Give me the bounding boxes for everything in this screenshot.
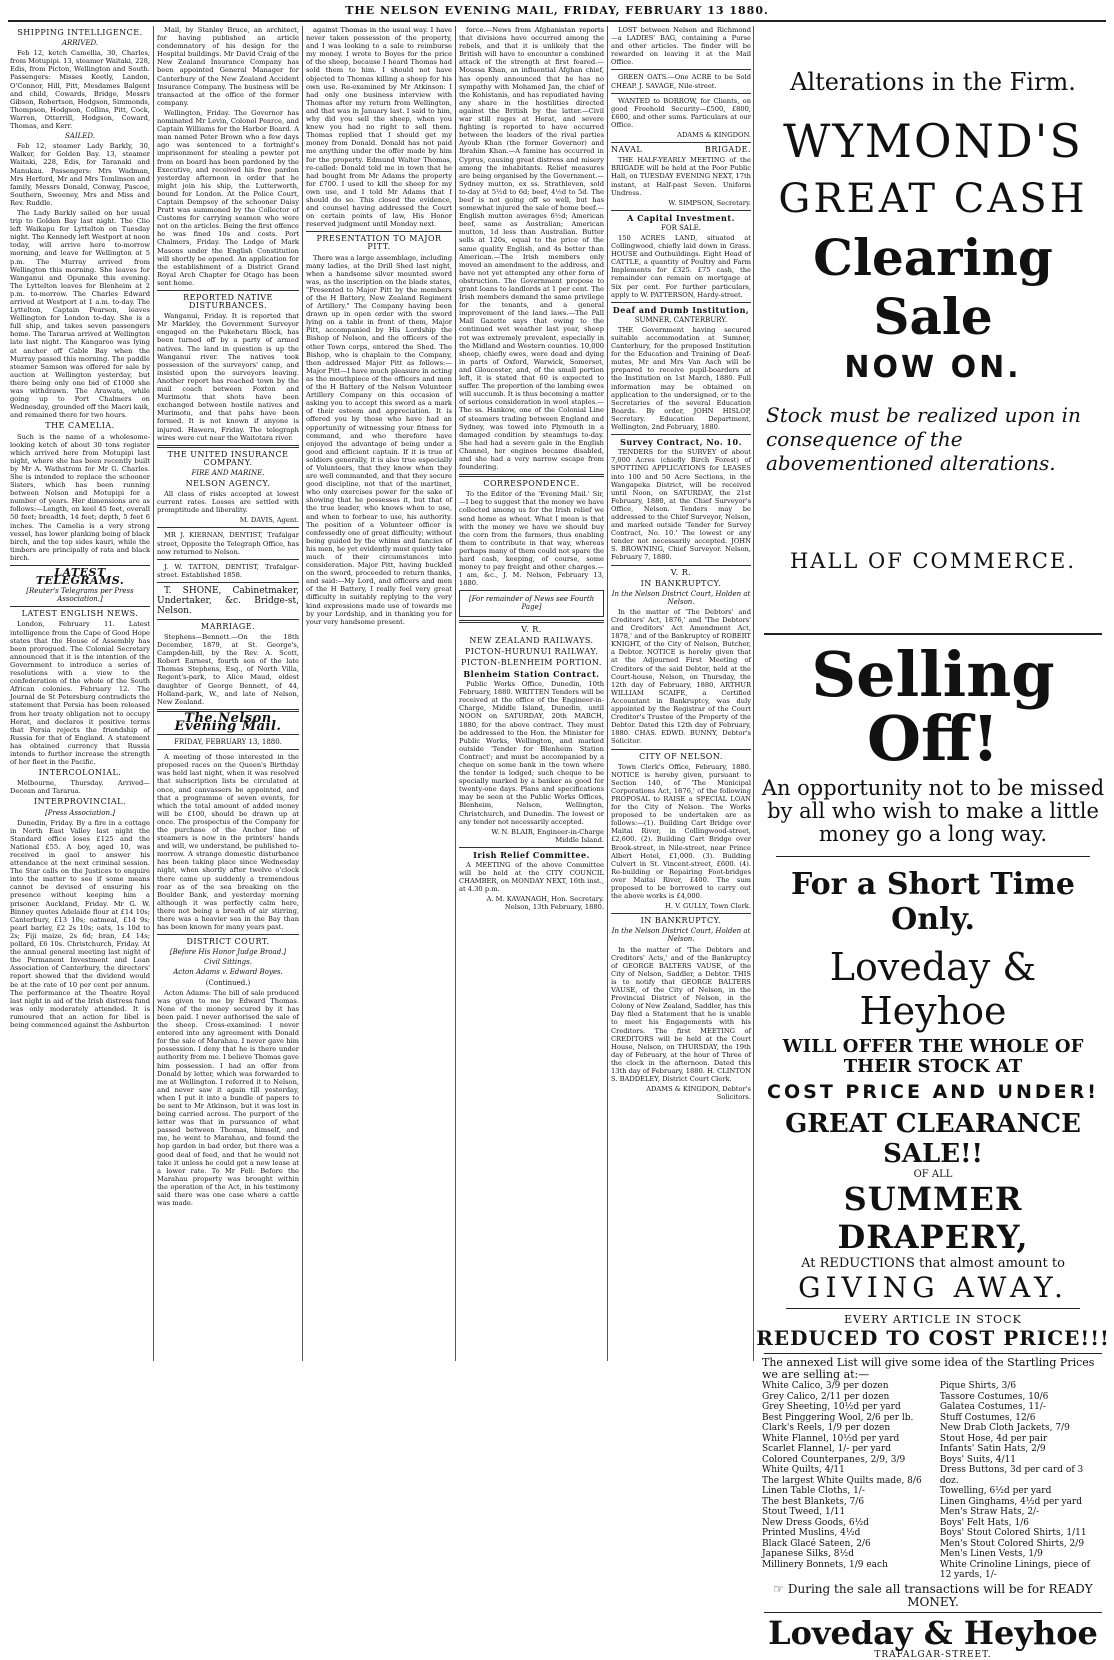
hall-of-commerce: HALL OF COMMERCE. bbox=[789, 549, 1076, 573]
lost-ad: LOST between Nelson and Richmond—a LADIES' BAG, containing a Purse and other articles. The finder will be rewarded on leaving it at the Mail Office. bbox=[611, 26, 751, 67]
giving-away: GIVING AWAY. bbox=[798, 1271, 1068, 1304]
column-three bbox=[306, 26, 452, 1361]
court-cont: (Continued.) bbox=[205, 978, 251, 987]
price-item: Galatea Costumes, 11/- bbox=[939, 1402, 1046, 1412]
bankruptcy2-sub: In the Nelson District Court, Holden at Nelson. bbox=[611, 927, 751, 944]
price-item: Printed Muslins, 4½d bbox=[762, 1528, 861, 1538]
column-divider bbox=[455, 26, 456, 1361]
price-item: White Quilts, 4/11 bbox=[762, 1465, 845, 1475]
shone-ad: T. SHONE, Cabinetmaker, Undertaker, &c. Bridge-st, Nelson. bbox=[157, 585, 299, 616]
selling-off: Selling Off! bbox=[811, 638, 1055, 775]
camelia-text: Such is the name of a wholesome-looking ketch of about 30 tons register which arrived here from Motupipi last night, where she has been recently built by Mr A. Wathstrom for Mr G. Charles. She is intended to replace the schooner Sisters, which has been running between Nelson and Motupipi for a number of years. Her dimensions are as follows:—Length, on keel 45 feet, overall 50 feet; breadth, 14 feet; depth, 5 feet 6 inches. The Camelia is a very strong vessel, has lower planking being of black birch, and the top sides kauri, while the timbers are principally of rata and black birch. bbox=[10, 432, 150, 562]
annexed-text: The annexed List will give some idea of the Startling Prices we are selling at:— bbox=[762, 1356, 1095, 1381]
naval-heading bbox=[611, 146, 751, 154]
column-divider bbox=[753, 26, 754, 1361]
interprovincial-sub: [Press Association.] bbox=[45, 808, 115, 817]
court-case: Acton Adams v. Edward Boyes. bbox=[173, 968, 283, 977]
telegrams-sub: [Reuter's Telegrams per Press Association.] bbox=[26, 587, 134, 604]
great-cash: GREAT CASH bbox=[778, 176, 1088, 222]
kiernan-ad: MR J. KIERNAN, DENTIST, Trafalgar street, Opposite the Telegraph Office, has now returned to Nelson. bbox=[157, 531, 299, 556]
column-divider bbox=[153, 26, 154, 1361]
price-item: Linen Table Cloths, 1/- bbox=[762, 1486, 865, 1496]
price-item: Linen Ginghams, 4½d per yard bbox=[939, 1496, 1082, 1507]
wanted-sign: ADAMS & KINGDON. bbox=[677, 131, 751, 140]
price-item: Infants' Satin Hats, 2/9 bbox=[939, 1444, 1046, 1454]
price-item: New Drab Cloth Jackets, 7/9 bbox=[939, 1423, 1070, 1433]
native-text: Wanganui, Friday. It is reported that Mr Markley, the Government Surveyor engaged on the Pukehetaru Block, has been turned off by a party of armed natives. The land in question is up the Wanganui river. The natives took possession of the surveyors' camp, and insisted upon the surveyors leaving. Another report has reached town by the mail coach between Foxton and Murimotu that shots have been exchanged between hostile natives and Murimotu, and that pahs have been formed. It is not known if anyone is injured. Hawera, Friday. The telegraph wires were cut near the Waitotara river. bbox=[157, 312, 299, 442]
correspondence-text: To the Editor of the 'Evening Mail.' Sir,—I beg to suggest that the money we have collected among us for the Irish relief we send home as wheat. What I mean is that with the money we have we should buy the corn from the farmers, thus enabling them to contribute in that way, whereas perhaps many of them could not spare the hard cash, keeping, of course, some money to pay freight and other charges.—I am, &c., J. M. Nelson, February 13, 1880. bbox=[459, 490, 604, 588]
price-item: Men's Linen Vests, 1/9 bbox=[939, 1549, 1043, 1559]
tatton-ad: J. W. TATTON, DENTIST, Trafalgar-street. Established 1858. bbox=[157, 562, 299, 579]
bankruptcy2-sign: ADAMS & KINGDON, Debtor's Solicitors. bbox=[646, 1085, 751, 1102]
presentation-text: There was a large assemblage, including many ladies, at the Drill Shed last night, when a handsome silver mounted sword was, as the inscription on the blade states, "Presented to Major Pitt by the members of the H Battery, New Zealand Regiment of Artillery." The Company having been drawn up in open order with the sword lying on a table in front of them, Major Pitt, accompanied by His Lordship the Bishop of Nelson, and the officers of the other Town corps, entered the Shed. The Bishop, who is chaplain to the Company, then addressed Major Pitt as follows:—Major Pitt—I have much pleasure in acting as the mouthpiece of the officers and men of the H Battery of the Nelson Volunteer Artillery Company on this occasion of asking you to accept this sword as a mark of their esteem and appreciation. It is offered you by those who have had an opportunity of witnessing your fitness for command, and who therefore have enjoyed the advantage of being under a good and efficient captain. If it is true of soldiers generally, it is also true especially of Volunteers, that they know when they are well commanded, and that they secure good discipline, not that of the martinet, who only exercises power for the sake of showing that he possesses it, but that of the true leader, who knows when to use, and when to forbear to use, his authority. The position of a Volunteer officer is confessedly one of great difficulty; without being guided by the whims and fancies of his men, he yet evidently must quietly take much of their circumstances into consideration. Major Pitt, having buckled on the sword, proceeded to return thanks, and said:—My Lord, and officers and men of the H Battery, I really feel very great difficulty in suitably replying to the very kind expressions made use of towards me by your Lordship, and in thanking you for your very handsome present. bbox=[306, 253, 452, 626]
loveday-footer: Loveday & Heyhoe bbox=[768, 1613, 1098, 1652]
price-item: White Calico, 3/9 per dozen bbox=[762, 1381, 889, 1391]
city-sign: H. V. GULLY, Town Clerk. bbox=[665, 902, 751, 911]
of-all: OF ALL bbox=[913, 1169, 953, 1180]
price-item: Boys' Suits, 4/11 bbox=[939, 1454, 1016, 1465]
court-heading: DISTRICT COURT. bbox=[186, 937, 270, 947]
deaf-text: THE Government having secured suitable accommodation at Sumner, Canterbury, for the proposed Institution for the Education and Training of Deaf-mutes, Mr and Mrs Van Asch will be prepared to receive pupil-boarders at the Institution on 1st March, 1880. Full information may be obtained on application to the undersigned, or to the Secretaries of the several Education Boards. By order, JOHN HISLOP, Secretary. Education Department, Wellington, 2nd February, 1880. bbox=[611, 325, 751, 432]
remainder-note: [For remainder of News see Fourth Page] bbox=[468, 595, 595, 612]
survey-text: TENDERS for the SURVEY of about 7,000 Acres (chiefly Birch Forest) of SPOTTING APPLICATIONS for LEASES into 100 and 50 Acre Sections, in the Wangapeka District, will be received until Noon, on SATURDAY, the 21st February, 1880, at the Chief Surveyor's Office, Nelson. Tenders may be addressed to the Chief Surveyor, Nelson, and marked outside 'Tender for Survey Contract, No. 10.' The lowest or any tender not necessarily accepted. JOHN S. BROWNING, Chief Surveyor. Nelson, February 7, 1880. bbox=[611, 448, 751, 562]
railway-sign: W. N. BLAIR, Engineer-in-Charge Middle Island. bbox=[491, 827, 604, 844]
vr-mark: V. R. bbox=[521, 624, 542, 634]
ready-money-text: During the sale all transactions will be for READY MONEY. bbox=[787, 1581, 1093, 1609]
irish-heading: Irish Relief Committee. bbox=[473, 849, 590, 860]
clearance-sale: GREAT CLEARANCE SALE!! bbox=[785, 1109, 1081, 1169]
capital-sub: FOR SALE. bbox=[661, 223, 701, 232]
survey-heading: Survey Contract, No. 10. bbox=[620, 437, 742, 448]
sailed-text: Feb 12, steamer Lady Barkly, 30, Walker, for Golden Bay. 13, steamer Waitaki, 228, Edis, for Taranaki and Manukau. Passengers: Mrs Wadman, Mrs Herford, Mr and Mrs Tomlinson and family, Messrs Donald, Conway, Pascoe, Southern, Sweeney, Mrs and Miss and Rev. Ruddle. bbox=[10, 142, 150, 207]
insurance-agent: M. DAVIS, Agent. bbox=[239, 516, 299, 525]
price-item: Pique Shirts, 3/6 bbox=[939, 1381, 1017, 1391]
english-text: London, February 11. Latest intelligence from the Cape of Good Hope states that the House of Assembly has been prorogued. The Colonial Secretary announced that it is the intention of the Government to introduce a series of resolutions with a view to the confederation of the whole of the South African colonies. February 12. The Journal de St Petersburg contradicts the statement that Persia has been released from her treaty obligation not to occupy Herat, and declares it positive terms that Persia rejects the friendship of Russia for that of England. A statement has obtained currency that Russia intends to further increase the strength of her fleet in the Pacific. bbox=[10, 620, 150, 767]
reduced-to-cost: REDUCED TO COST PRICE!!! bbox=[756, 1326, 1110, 1350]
correspondence-heading: CORRESPONDENCE. bbox=[483, 479, 580, 489]
price-list bbox=[756, 1381, 1110, 1581]
price-item: Millinery Bonnets, 1/9 each bbox=[762, 1559, 888, 1570]
vr-mark: V. R. bbox=[670, 567, 692, 577]
price-item: The largest White Quilts made, 8/6 bbox=[762, 1475, 922, 1486]
court-civil: Civil Sittings. bbox=[204, 958, 252, 967]
now-on: NOW ON. bbox=[844, 350, 1022, 385]
bankruptcy-text: In the matter of 'The Debtors' and Creditors' Act, 1876,' and 'The Debtors' and Creditors' Act Amendment Act, 1878,' and of the Bankruptcy of ROBERT KNIGHT, of the City of Nelson, Butcher, a Debtor. NOTICE is hereby given that at the Adjourned First Meeting of Creditors of the said Debtor, held at the Court-house, Nelson, on Thursday, the 12th day of February, 1880, ARTHUR WILLIAM SCAIFE, a Certified Accountant in Bankruptcy, was duly appointed by the Registrar of the Court Creditor's Trustee of the Property of the Debtor. Dated this 12th day of February, 1880. CHAS. EDWD. BUNNY, Debtor's Solicitor. bbox=[611, 607, 751, 746]
deaf-heading: Deaf and Dumb Institution, bbox=[612, 304, 750, 315]
price-item: Boys' Felt Hats, 1/6 bbox=[939, 1517, 1030, 1528]
price-item: Men's Straw Hats, 2/- bbox=[939, 1507, 1040, 1517]
bankruptcy-sub: In the Nelson District Court, Holden at Nelson. bbox=[611, 589, 751, 606]
irish-text: A MEETING of the above Committee will be held at the CITY COUNCIL CHAMBER, on MONDAY NEXT, 16th inst., at 4.30 p.m. bbox=[459, 861, 604, 894]
naval-sign: W. SIMPSON, Secretary. bbox=[668, 198, 751, 207]
price-list-right bbox=[940, 1381, 1104, 1581]
bankruptcy-heading: IN BANKRUPTCY. bbox=[640, 578, 722, 588]
deaf-sub: SUMNER, CANTERBURY. bbox=[634, 315, 728, 324]
mail-text: Mail, by Stanley Bruce, an architect, for having published an article condemnatory of his design for the Hospital buildings. Mr David Craig of the New Zealand Insurance Company has been appointed General Manager for Canterbury of the New Zealand Accident Insurance Company. The business will be transacted at the office of the former company. bbox=[157, 26, 299, 107]
railway-text: Public Works Office, Dunedin, 10th February, 1880. WRITTEN Tenders will be received at the office of the Engineer-in-Charge, Middle Island, Dunedin, until NOON on SATURDAY, 20th MARCH, 1880, for the above contract. They must be addressed to the Hon. the Minister for Public Works, Wellington, and marked outside 'Tender for Blenheim Station Contract'; and must be accompanied by a cheque on some bank in the town where the tender is lodged; such cheque to be specially marked by a banker as good for twenty-one days. Plans and specifications may be seen at the Public Works Offices, Blenheim, Nelson, Wellington, Christchurch, and Dunedin. The lowest or any tender not necessarily accepted. bbox=[459, 680, 604, 826]
price-item: Clark's Reels, 1/9 per dozen bbox=[762, 1423, 891, 1433]
english-heading: LATEST ENGLISH NEWS. bbox=[21, 609, 139, 619]
interprovincial-text: Dunedin, Friday. By a fire in a cottage in North East Valley last night the Standard office loses £125 and the National £55. A boy, aged 10, was received in gaol to answer his attendance at the next criminal session. The Star calls on the Justices to enquire into the matter to see if some means cannot be devised of ensuring his presence without keeping him a prisoner. Auckland, Friday. Mr G. W. Binney quotes Adelaide flour at £14 10s; Canterbury, £13 10s; oatmeal, £14 9s; pearl barley, £2 2s 10s; oats, 1s 10d to 2s; Fiji maize, 2s 6d; bran, £4 14s; pollard, £6 10s. Christchurch, Friday. At the annual general meeting last night of the Permanent Investment and Loan Association of Canterbury, the directors' report showed that the dividend would be at the rate of 10 per cent per annum. The performance at the Theatre Royal last night in aid of the Irish distress fund was only moderately attended. It is rumoured that an action for libel is being commenced against the Ashburton bbox=[10, 818, 150, 1029]
ready-money bbox=[756, 1583, 1110, 1609]
price-item: White Flannel, 10½d per yard bbox=[762, 1433, 900, 1444]
price-item: Black Glacé Sateen, 2/6 bbox=[762, 1538, 871, 1549]
price-item: Boys' Stout Colored Shirts, 1/11 bbox=[939, 1528, 1087, 1538]
price-item: Stuff Costumes, 12/6 bbox=[939, 1412, 1036, 1423]
will-offer: WILL OFFER THE WHOLE OF THEIR STOCK AT bbox=[782, 1036, 1084, 1077]
insurance-sub: FIRE AND MARINE. bbox=[191, 468, 265, 477]
capital-heading: A Capital Investment. bbox=[627, 212, 735, 223]
every-article: EVERY ARTICLE IN STOCK bbox=[844, 1313, 1022, 1326]
bankruptcy2-heading: IN BANKRUPTCY. bbox=[640, 916, 722, 926]
price-item: New Dress Goods, 6½d bbox=[762, 1517, 870, 1528]
short-time: For a Short Time Only. bbox=[791, 867, 1075, 937]
price-item: Scarlet Flannel, 1/- per yard bbox=[762, 1444, 891, 1454]
blenheim-heading: Blenheim Station Contract. bbox=[463, 668, 600, 679]
price-item: Japanese Silks, 8½d bbox=[762, 1549, 854, 1559]
city-text: Town Clerk's Office, February, 1880. NOTICE is hereby given, pursuant to Section 140, of 'The Municipal Corporations Act, 1876,' of the following PROPOSAL to RAISE a SPECIAL LOAN for the City of Nelson. The Works proposed to be undertaken are as follows:—(1). Building Cart Bridge over Maitai River, in Collingwood-street, £2,600. (2). Building Cart Bridge over Brook-street, in Nile-street, near Prince Albert Hotel, £1,000. (3). Building Culvert in St. Vincent-street, £600. (4). Re-building or Repairing Foot-bridges over Maitai River, £400. The sum proposed to be borrowed to carry out the above works is £4,000. bbox=[611, 762, 751, 901]
city-heading: CITY OF NELSON. bbox=[639, 751, 723, 761]
cost-price: COST PRICE AND UNDER! bbox=[767, 1081, 1099, 1103]
wanted-ad: WANTED to BORROW, for Clients, on good Freehold Security—£500, £800, £600, and other sums. Particulars at our Office. bbox=[611, 96, 751, 129]
presentation-heading: PRESENTATION TO MAJOR PITT. bbox=[316, 234, 442, 252]
naval-text: THE HALF-YEARLY MEETING of the BRIGADE will be held at the Poor Public Hall, on TUESDAY EVENING NEXT, 17th instant, at Half-past Seven. Uniform Undress. bbox=[611, 156, 751, 197]
bankruptcy2-text: In the matter of 'The Debtors and Creditors' Acts,' and of the Bankruptcy of GEORGE BALTERS VAUSE, of the City of Nelson, Saddler, a Debtor. THIS is to notify that GEORGE BALTERS VAUSE, of the City of Nelson, in the Provincial District of Nelson, in the Colony of New Zealand, Saddler, has this Day filed a Statement that he is unable to meet his Engagements with his Creditors. The first MEETING of CREDITORS will be held at the Court House, Nelson, on THURSDAY, the 19th day of February, at the hour of Three of the clock in the afternoon. Dated this 13th day of February, 1880. H. CLINTON S. BADDELEY, District Court Clerk. bbox=[611, 945, 751, 1084]
sailed-label: SAILED. bbox=[65, 132, 95, 141]
intercolonial-heading: INTERCOLONIAL. bbox=[38, 768, 122, 778]
price-list-left bbox=[762, 1381, 926, 1581]
railway-portion: PICTON-BLENHEIM PORTION. bbox=[461, 657, 602, 667]
price-item: Towelling, 6½d per yard bbox=[939, 1486, 1052, 1496]
naval-left: NAVAL bbox=[611, 145, 643, 155]
clearing-sale: Clearing Sale bbox=[813, 228, 1053, 346]
editorial-text: A meeting of those interested in the proposed races on the Queen's Birthday was held last night, when it was resolved that subscription lists be circulated at once, and canvassers be appointed, and that a programme of seven events, for which the total amount of added money will be £100, should be drawn up at once. The prospectus of the Company for the purchase of the Anchor line of steamers is now in the printers' hands and will, we understand, be published to-morrow. A strange domestic disturbance has been taking place since Wednesday night, when shortly after twelve o'clock there came up suddenly a tremendous roar as of the sea breaking on the Boulder Bank, and yesterday morning although it was perfectly calm here, there not being a breath of air stirring, there was a heavier sea in the Bay than has been known for many years past. bbox=[157, 753, 299, 932]
price-item: Colored Counterpanes, 2/9, 3/9 bbox=[762, 1454, 906, 1465]
masthead: THE NELSON EVENING MAIL, FRIDAY, FEBRUARY 13 1880. bbox=[345, 4, 769, 17]
wymond-heading: WYMOND'S bbox=[783, 114, 1083, 168]
column-five bbox=[611, 26, 751, 1361]
loveday-heading: Loveday & Heyhoe bbox=[829, 945, 1037, 1033]
reductions-text: At REDUCTIONS that almost amount to bbox=[801, 1256, 1065, 1271]
oats-ad: GREEN OATS.—One ACRE to be Sold CHEAP. J. SAVAGE, Nile-street. bbox=[611, 73, 751, 90]
masthead-rule bbox=[8, 20, 1106, 22]
irish-sign: A. M. KAVANAGH, Hon. Secretary. Nelson, 13th February, 1880. bbox=[486, 895, 604, 912]
stock-notice: Stock must be realized upon in consequence of the abovementioned alterations. bbox=[766, 403, 1081, 475]
price-item: Grey Sheeting, 10½d per yard bbox=[762, 1402, 901, 1412]
column-shipping bbox=[10, 26, 150, 1361]
price-item: The best Blankets, 7/6 bbox=[762, 1496, 865, 1507]
arrived-text: Feb 12, ketch Camellia, 30, Charles, from Motupipi. 13, steamer Waitaki, 228, Edis, from Picton, Wellington and South. Passengers: Misses Keetly, Landon, O'Connor, Hill, Pitt, Mesdames Balgent and child, Cowards, Bridge, Messrs Gibson, Robertson, Hodgson, Simmonds, Thompson, Hodgson, Collins, Pitt, Cock, Warren, Otterrill, Hodgson, Coward, Thomas, and Kerr. bbox=[10, 49, 150, 131]
loveday-advertisement bbox=[756, 26, 1110, 1660]
trafalgar-street: TRAFALGAR-STREET. bbox=[874, 1649, 992, 1660]
court-text: Acton Adams: The bill of sale produced was given to me by Edward Thomas. None of the money secured by it has been paid. I never authorised the sale of the sheep. Cross-examined: I never entered into any agreement with Donald for the sale of Marahau. I never gave him possession. I deny that he is there under authority from me. I believe Thomas gave him possession. I had an offer from Donald by letter, which was forwarded to me at Wellington. I referred it to Nelson, and never saw it again till yesterday, when I put it into a bundle of papers to be sent to Mr Atkinson, but it was lost in being carried across. The purport of the letter was that in pursuance of what passed between Thomas, himself, and me, he went to Marahau, and found the hop garden in bad order, but there was a good deal of feed, and that he would not take it unless he could get a new lease at a lower rate. To Mr Fell: Before the Marahau property was brought within the operation of the Act, in his testimony said there was one case where a cattle was made. bbox=[157, 988, 299, 1208]
court-sub: [Before His Honor Judge Broad.] bbox=[169, 948, 287, 957]
railways-heading: NEW ZEALAND RAILWAYS. bbox=[469, 635, 594, 645]
summer-drapery: SUMMER DRAPERY, bbox=[837, 1180, 1029, 1256]
shipping-heading: SHIPPING INTELLIGENCE. bbox=[17, 28, 143, 37]
wellington-text: Wellington, Friday. The Governor has nominated Mr Levin, Colonel Pearce, and Captain Williams for the Harbor Board. A man named Peter Brown who a few days ago was sentenced to a fortnight's imprisonment for stealing a pewter pot from on board has been pardoned by the Executive, and received his free pardon yesterday afternoon in order that he might join his ship, the Lutterworth, bound for London. At the Police Court, Captain Dempsey of the schooner Daisy Pratt was summoned by the Collector of Customs for carrying seamen who were not on the articles. Being the first offence he was fined 10s and costs. Port Chalmers, Friday. The Lodge of Mark Masons under the English Constitution will shortly be opened. An application for the establishment of a District Grand Royal Arch Chapter for Otago has been sent home. bbox=[157, 108, 299, 287]
railway-line: PICTON-HURUNUI RAILWAY. bbox=[464, 646, 599, 656]
court-continued: against Thomas in the usual way. I have never taken possession of the property, and I was looking to a sale to reimburse my money. I wrote to Boyes for the price of the sheep, because I heard Thomas had sold them to him. I should not have objected to Thomas killing a sheep for his own use. Re-examined by Mr Atkinson: I had only one business interview with Thomas after my return from Wellington, and that was in January last. I said to him, why did you sell the sheep, when you knew you had no right to sell them. Thomas replied that I should get my money from Donald. Donald has not paid me anything under the offer made by him for the property. Edmund Walter Thomas, re-called: Donald told me in town that he had bought from Mr Adams the property for £700. I used to kill the sheep for my own use, and I told Mr Adams that I should do so. This closed the evidence, and counsel having addressed the Court on certain points of law, His Honor reserved judgment until Monday next. bbox=[306, 26, 452, 229]
price-item: White Crinoline Linings, piece of 12 yards, 1/- bbox=[939, 1559, 1090, 1580]
column-two bbox=[157, 26, 299, 1361]
column-four bbox=[459, 26, 604, 1361]
price-item: Best Pinggering Wool, 2/6 per lb. bbox=[762, 1412, 914, 1423]
insurance-heading: THE UNITED INSURANCE COMPANY. bbox=[167, 449, 289, 467]
intercolonial-text: Melbourne, Thursday. Arrived—Decean and Tararua. bbox=[10, 779, 150, 796]
camelia-heading: THE CAMELIA. bbox=[45, 421, 115, 431]
naval-right: BRIGADE. bbox=[704, 145, 751, 155]
opportunity-text: An opportunity not to be missed by all who wish to make a little money go a long way. bbox=[761, 776, 1105, 846]
telegrams-heading: LATEST TELEGRAMS. bbox=[35, 566, 125, 588]
marriage-heading: MARRIAGE. bbox=[200, 621, 256, 631]
price-item: Stout Hose, 4d per pair bbox=[939, 1433, 1048, 1444]
insurance-text: All class of risks accepted at lowest current rates. Losses are settled with promptitude and liberality. bbox=[157, 490, 299, 515]
alterations-heading: Alterations in the Firm. bbox=[790, 68, 1076, 96]
price-item: Tassore Costumes, 10/6 bbox=[939, 1391, 1049, 1402]
price-item: Dress Buttons, 3d per card of 3 doz. bbox=[939, 1465, 1084, 1486]
shipping-news: The Lady Barkly sailed on her usual trip to Golden Bay last night. The Clio left Waikapu for Lyttelton on Tuesday night. The Kennedy left Westport at noon today, will arrive here to-morrow morning, and leave for Wellington at 5 p.m. The Murray arrived from Wellington this morning. She leaves for Wanganui and Opunake this evening. The Lyttelton leaves for Blenheim at 2 p.m. to-morrow. The Charles Edward arrived at Westport at 1 a.m. to-day. The Lyttelton, Captain Pearson, leaves Wellington for London to-day. She is a full ship, and takes seven passengers home. The Tararua arrived at Wellington late last night. The Kangaroo was lying at anchor off Cable Bay when the Murray passed this morning. The paddle steamer Samson was offered for sale by auction at Wellington yesterday, but there being only one bid of £1000 she was withdrawn. The Arawata, while going up to Port Chalmers on Wednesday, grounded off the Maori kaik, and remained there for two hours. bbox=[10, 208, 150, 420]
arrived-label: ARRIVED. bbox=[61, 39, 99, 48]
column-divider bbox=[607, 26, 608, 1361]
price-item: Men's Stout Colored Shirts, 2/9 bbox=[939, 1538, 1085, 1549]
pointing-hand-icon: ☞ bbox=[773, 1581, 788, 1596]
news-text: force.—News from Afghanistan reports that divisions have occurred among the rebels, and that it is unlikely that the British will have to encounter a combined attack of the strength at first feared.—Moussa Khan, an influential Afghan chief, has openly announced that he has no sympathy with Mohamed Jan, the chief of the Kohistanis, and has repudiated having any share in the hostilities directed against the British by the latter.—Civil war still rages at Herat, and severe fighting is reported to have occurred between the leaders of the rival parties Ayoub Khan (the former Governor) and Ibrahim Khan.—A famine has occurred in Cyprus, causing great distress and misery among the inhabitants. Relief measures are being organised by the Government.—Sydney mutton, ex ss. Strathleven, sold to-day at 5½d to 6d; beef, 4½d to 5d. The beef is not going off so well, but has somewhat injured the sale of home beef.—English mutton averages 6½d; American beef, same as Australian; American mutton, 1d less than Australian. Butter sells at 120s, equal to the price of the same quality English, and 4s better than American.—The Irish members only moved an amendment to the address, and have not yet attempted any other form of obstruction. The Government propose to grant loans to landlords at 1 per cent. The Irish members demand the same privilege for the tenants, and a general improvement of the land laws.—The Pall Mall Gazette says that owing to the continued wet weather last year, sheep rot was extremely prevalent, especially in the Midland and Western counties. 10,000 sheep, chiefly ewes, were dead and dying in parts of Oxford, Warwick, Somerset, and Gloucester, and, of the small portion left, it is stated that 60 is expected to suffer. The proportion of the lambing ewes will succumb. It is thus becoming a matter of serious consideration in wool staples.—The ss. Hankow, one of the Colonial Line of steamers trading between England and Sydney, was towed into Plymouth in a damaged condition by steamtugs to-day. She had had a severe gale in the English Channel, her engines became disabled, and she had a very narrow escape from foundering. bbox=[459, 26, 604, 472]
capital-text: 150 ACRES LAND, situated at Collingwood, chiefly laid down in Grass. HOUSE and Outbuildings. Eight Head of CATTLE, a quantity of Poultry and Farm Implements for £325. £75 cash, the remainder can remain on mortgage at Six per cent. For further particulars, apply to W. PATTERSON, Hardy-street. bbox=[611, 233, 751, 299]
price-item: Grey Calico, 2/11 per dozen bbox=[762, 1391, 890, 1402]
native-heading: REPORTED NATIVE DISTURBANCES. bbox=[183, 293, 273, 311]
column-divider bbox=[302, 26, 303, 1361]
paper-title: The Nelson Evening Mail. bbox=[174, 710, 282, 734]
marriage-text: Stephens—Bennett.—On the 18th December, 1879, at St. George's, Campden-hill, by the Rev. A. Scott, Robert Earnest, fourth son of the late Thomas Stephens, Esq., of North Villa, Regent's-park, to Alice Maud, eldest daughter of George Bennett, of 44, Holland-park, W., and late of Nelson, New Zealand. bbox=[157, 633, 299, 706]
price-item: Stout Tweed, 1/11 bbox=[762, 1507, 846, 1517]
dateline: FRIDAY, FEBRUARY 13, 1880. bbox=[174, 738, 282, 747]
insurance-agency: NELSON AGENCY. bbox=[185, 478, 271, 488]
interprovincial-heading: INTERPROVINCIAL. bbox=[33, 797, 127, 807]
